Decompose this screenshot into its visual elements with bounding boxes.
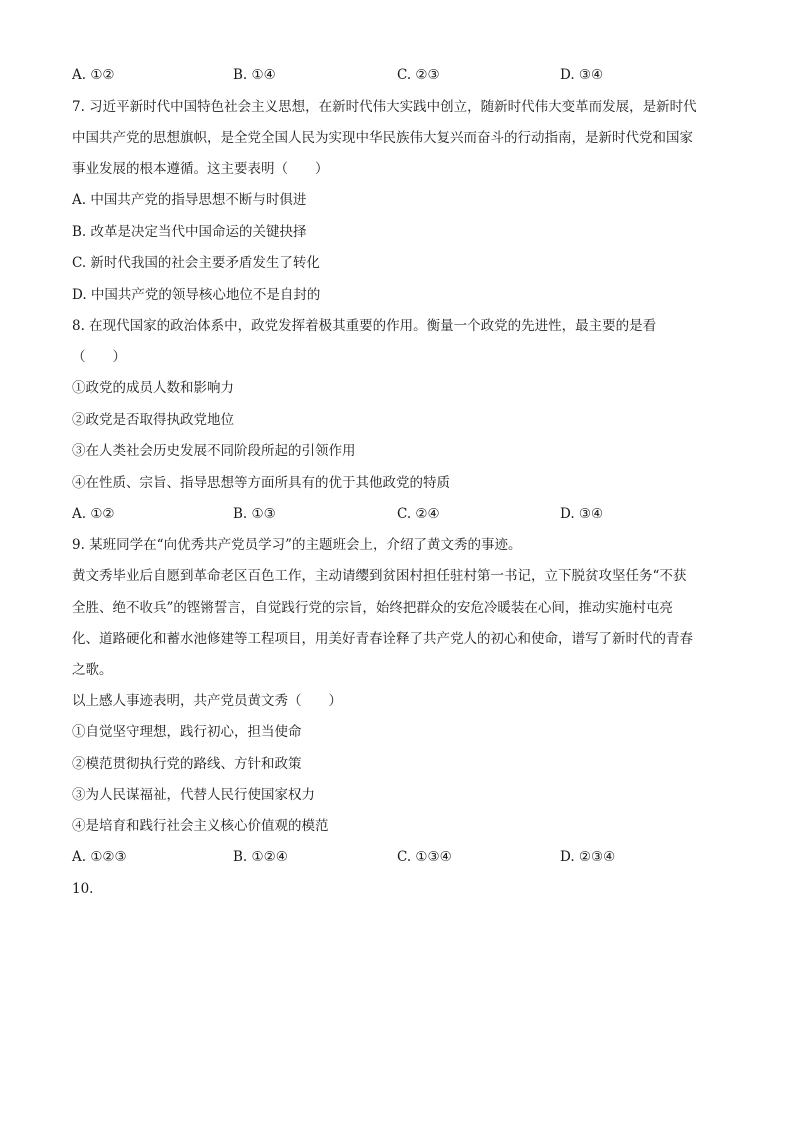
q9-material-line-4: 之歌。 bbox=[72, 662, 113, 678]
q8-option-c: C. ②④ bbox=[397, 506, 440, 522]
q9-option-a: A. ①②③ bbox=[72, 849, 127, 865]
q9-item-3: ③为人民谋福祉，代替人民行使国家权力 bbox=[72, 787, 315, 803]
q9-option-c: C. ①③④ bbox=[397, 849, 452, 865]
q6-option-b: B. ①④ bbox=[233, 67, 276, 83]
q7-stem-line-3: 事业发展的根本遵循。这主要表明（ ） bbox=[72, 161, 329, 177]
q8-option-d: D. ③④ bbox=[560, 506, 604, 522]
q9-item-1: ①自觉坚守理想，践行初心，担当使命 bbox=[72, 724, 302, 740]
q8-stem-line-1: 8. 在现代国家的政治体系中，政党发挥着极其重要的作用。衡量一个政党的先进性，最主要的是看 bbox=[72, 318, 657, 334]
q9-stem-line-1: 9. 某班同学在“向优秀共产党员学习”的主题班会上，介绍了黄文秀的事迹。 bbox=[72, 537, 522, 553]
q9-item-4: ④是培育和践行社会主义核心价值观的模范 bbox=[72, 818, 329, 834]
q8-option-a: A. ①② bbox=[72, 506, 115, 522]
q9-option-d: D. ②③④ bbox=[560, 849, 616, 865]
q6-options bbox=[72, 65, 732, 85]
q8-option-b: B. ①③ bbox=[233, 506, 276, 522]
q8-options bbox=[72, 504, 732, 524]
q7-choice-c: C. 新时代我国的社会主要矛盾发生了转化 bbox=[72, 255, 320, 271]
q8-item-4: ④在性质、宗旨、指导思想等方面所具有的优于其他政党的特质 bbox=[72, 475, 450, 491]
q6-option-c: C. ②③ bbox=[397, 67, 440, 83]
q7-stem-line-1: 7. 习近平新时代中国特色社会主义思想，在新时代伟大实践中创立，随新时代伟大变革而发展，是新时代 bbox=[72, 99, 697, 115]
q9-options bbox=[72, 847, 732, 867]
q8-item-3: ③在人类社会历史发展不同阶段所起的引领作用 bbox=[72, 443, 356, 459]
q9-material-line-2: 全胜、绝不收兵”的铿锵誓言，自觉践行党的宗旨，始终把群众的安危冷暖装在心间，推动实施村屯亮 bbox=[72, 600, 673, 616]
q6-option-d: D. ③④ bbox=[560, 67, 604, 83]
q7-choice-a: A. 中国共产党的指导思想不断与时俱进 bbox=[72, 192, 307, 208]
q8-item-1: ①政党的成员人数和影响力 bbox=[72, 380, 234, 396]
q6-option-a: A. ①② bbox=[72, 67, 115, 83]
q7-stem-line-2: 中国共产党的思想旗帜，是全党全国人民为实现中华民族伟大复兴而奋斗的行动指南，是新时代党和国家 bbox=[72, 130, 693, 146]
q9-question-line: 以上感人事迹表明，共产党员黄文秀（ ） bbox=[72, 693, 342, 709]
q9-item-2: ②模范贯彻执行党的路线、方针和政策 bbox=[72, 756, 302, 772]
q9-material-line-1: 黄文秀毕业后自愿到革命老区百色工作，主动请缨到贫困村担任驻村第一书记，立下脱贫攻坚任务“不获 bbox=[72, 568, 687, 584]
q8-item-2: ②政党是否取得执政党地位 bbox=[72, 412, 234, 428]
q8-stem-line-2: （ ） bbox=[72, 349, 126, 365]
q10-number: 10. bbox=[72, 881, 94, 897]
q7-choice-d: D. 中国共产党的领导核心地位不是自封的 bbox=[72, 287, 321, 303]
q9-option-b: B. ①②④ bbox=[233, 849, 288, 865]
q9-material-line-3: 化、道路硬化和蓄水池修建等工程项目，用美好青春诠释了共产党人的初心和使命，谱写了新时代的青春 bbox=[72, 631, 693, 647]
q7-choice-b: B. 改革是决定当代中国命运的关键抉择 bbox=[72, 224, 307, 240]
